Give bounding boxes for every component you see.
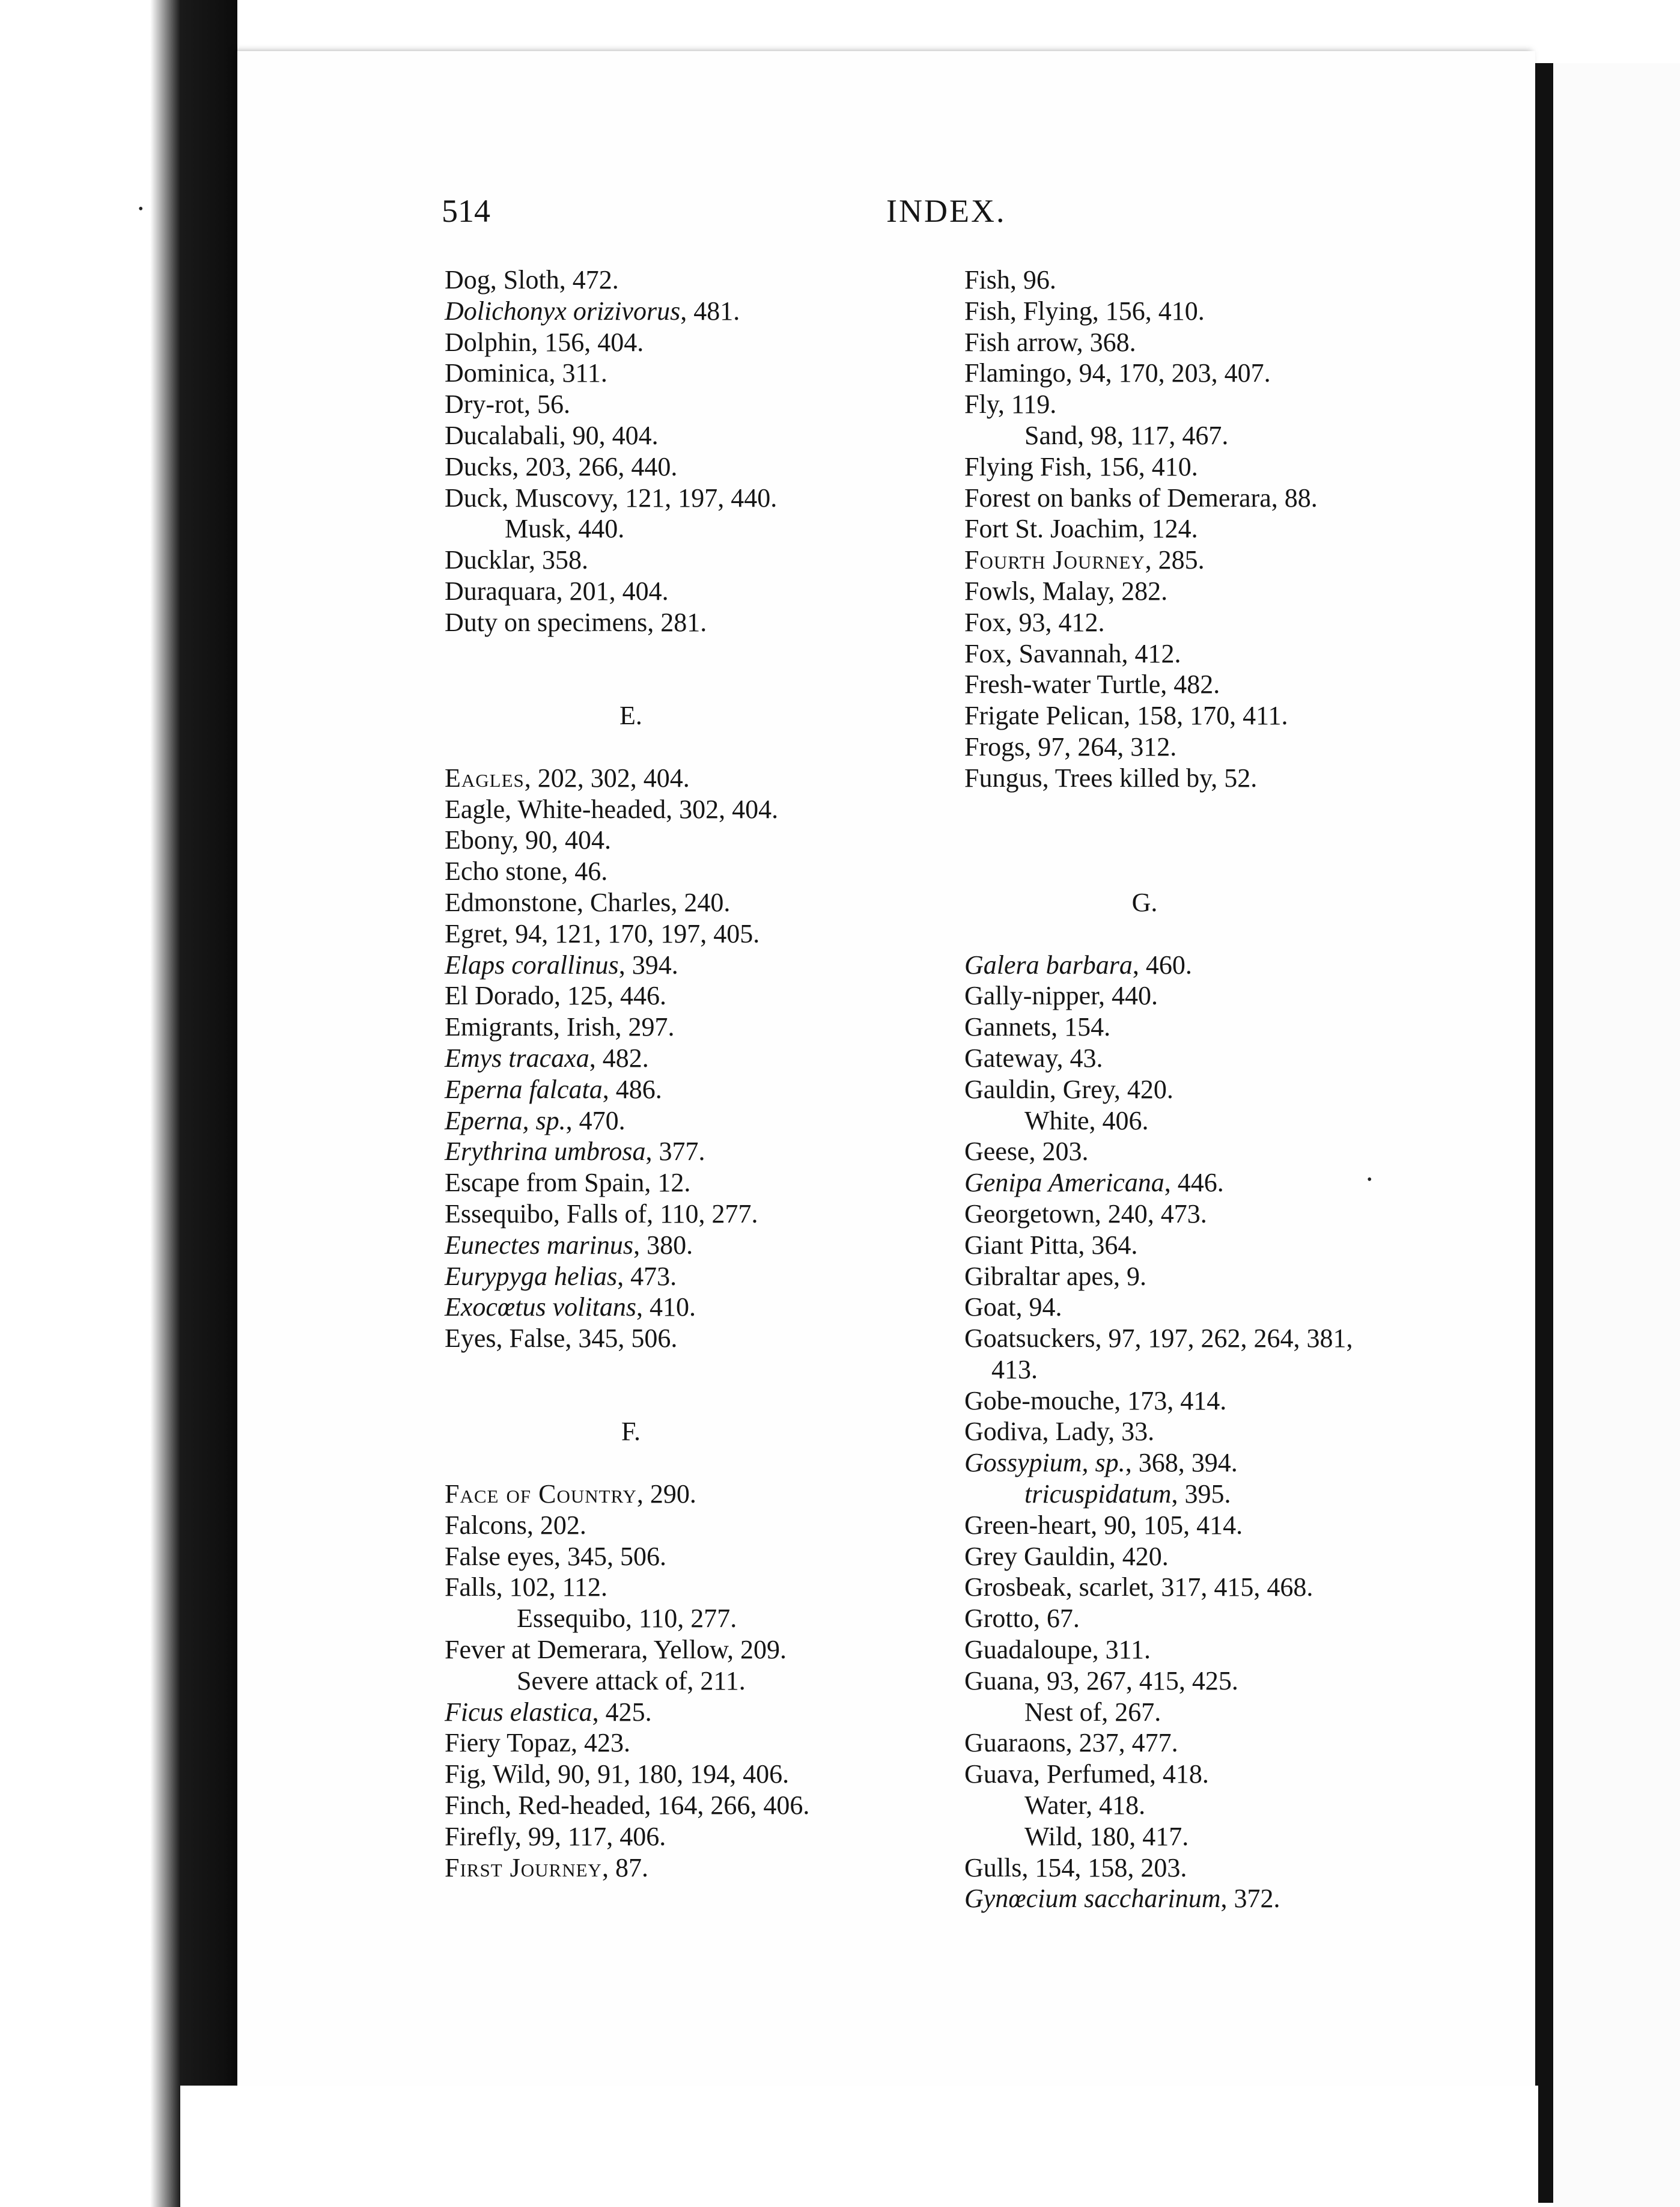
spacer	[445, 1447, 961, 1479]
page-number: 514	[442, 193, 490, 229]
index-subentry	[964, 1479, 1481, 1510]
entry-term-italic: Gynœcium saccharinum	[964, 1884, 1221, 1914]
spacer	[964, 794, 1481, 825]
index-subentry	[964, 1105, 1481, 1137]
entry-term-italic: Eperna falcata	[445, 1074, 603, 1104]
entry-text: Forest on banks of Demerara, 88.	[964, 483, 1318, 513]
entry-text: Guana, 93, 267, 415, 425.	[964, 1665, 1238, 1696]
entry-text: Goatsuckers, 97, 197, 262, 264, 381,	[964, 1323, 1353, 1354]
index-entry	[964, 1572, 1481, 1603]
index-entry	[964, 1292, 1481, 1323]
entry-term-italic: Ficus elastica	[445, 1697, 592, 1727]
section-heading: F.	[621, 1417, 641, 1447]
index-entry	[445, 1043, 961, 1074]
entry-text: Echo stone, 46.	[445, 856, 608, 887]
page-gutter-shadow	[1535, 63, 1553, 2203]
index-entry	[964, 763, 1481, 794]
entry-text: , 481.	[680, 296, 740, 326]
index-entry	[445, 794, 961, 825]
index-entry	[445, 825, 961, 856]
index-entry	[445, 576, 961, 607]
entry-text: Grosbeak, scarlet, 317, 415, 468.	[964, 1572, 1313, 1602]
index-entry	[964, 1012, 1481, 1043]
entry-text: Severe attack of, 211.	[517, 1665, 746, 1696]
index-entry	[445, 1759, 961, 1790]
index-subentry	[445, 1665, 961, 1697]
index-entry	[964, 950, 1481, 981]
index-subentry	[445, 1603, 961, 1634]
entry-term-italic: Gossypium, sp.	[964, 1448, 1125, 1478]
page-title: INDEX.	[886, 193, 1006, 229]
index-entry	[445, 1790, 961, 1821]
entry-text: , 202, 302, 404.	[524, 763, 690, 793]
entry-text: Fox, Savannah, 412.	[964, 638, 1181, 668]
index-entry	[445, 1261, 961, 1292]
index-entry	[445, 1105, 961, 1137]
scanner-background	[0, 0, 237, 2207]
section-heading: G.	[1131, 887, 1158, 917]
spacer	[445, 638, 961, 670]
entry-text: El Dorado, 125, 446.	[445, 981, 667, 1011]
index-entry	[445, 296, 961, 327]
entry-text: Geese, 203.	[964, 1137, 1089, 1167]
entry-text: Ducalabali, 90, 404.	[445, 420, 659, 450]
entry-text: , 395.	[1171, 1479, 1231, 1509]
index-entry	[964, 1198, 1481, 1230]
entry-text: Fig, Wild, 90, 91, 180, 194, 406.	[445, 1759, 790, 1789]
index-subentry	[964, 1354, 1481, 1385]
entry-text: Fowls, Malay, 282.	[964, 576, 1168, 606]
index-entry	[964, 296, 1481, 327]
entry-text: , 372.	[1220, 1884, 1280, 1914]
index-entry	[964, 1416, 1481, 1447]
index-entry	[964, 545, 1481, 576]
entry-text: Fish, 96.	[964, 265, 1056, 295]
index-entry	[445, 1572, 961, 1603]
entry-term-smallcaps: First Journey	[445, 1852, 602, 1882]
index-subentry	[964, 1697, 1481, 1728]
facing-page	[1553, 63, 1680, 2207]
entry-text: 413.	[991, 1354, 1038, 1384]
index-entry	[445, 545, 961, 576]
entry-text: Sand, 98, 117, 467.	[1024, 420, 1229, 450]
index-entry	[445, 327, 961, 358]
entry-text: Grey Gauldin, 420.	[964, 1541, 1169, 1571]
index-entry	[964, 1230, 1481, 1261]
index-entry	[964, 1634, 1481, 1665]
spacer	[964, 918, 1481, 950]
entry-text: , 470.	[565, 1105, 625, 1135]
entry-text: Gally-nipper, 440.	[964, 981, 1158, 1011]
entry-text: , 486.	[602, 1074, 662, 1104]
scanner-margin	[180, 2086, 1538, 2207]
spacer	[445, 731, 961, 763]
entry-text: Duraquara, 201, 404.	[445, 576, 669, 606]
entry-text: Godiva, Lady, 33.	[964, 1417, 1155, 1447]
entry-text: Fly, 119.	[964, 389, 1057, 420]
entry-text: White, 406.	[1024, 1105, 1149, 1135]
entry-text: Wild, 180, 417.	[1024, 1821, 1189, 1851]
entry-text: Frigate Pelican, 158, 170, 411.	[964, 701, 1288, 731]
entry-text: , 394.	[618, 950, 678, 980]
index-entry	[964, 1665, 1481, 1697]
index-entry	[445, 1292, 961, 1323]
index-entry	[964, 451, 1481, 483]
index-entry	[964, 576, 1481, 607]
entry-term-italic: Eunectes marinus	[445, 1230, 634, 1260]
index-entry	[964, 731, 1481, 763]
entry-text: Flying Fish, 156, 410.	[964, 451, 1198, 481]
index-entry	[445, 887, 961, 918]
entry-text: Grotto, 67.	[964, 1604, 1080, 1634]
entry-text: Gulls, 154, 158, 203.	[964, 1852, 1187, 1882]
index-entry	[964, 607, 1481, 638]
entry-text: Dog, Sloth, 472.	[445, 265, 619, 295]
spacer	[964, 856, 1481, 887]
entry-text: Fungus, Trees killed by, 52.	[964, 763, 1258, 793]
entry-text: Dolphin, 156, 404.	[445, 327, 644, 357]
entry-text: Ducks, 203, 266, 440.	[445, 451, 678, 481]
index-entry	[445, 1136, 961, 1167]
index-entry	[445, 451, 961, 483]
index-entry	[964, 1074, 1481, 1105]
index-subentry	[445, 513, 961, 545]
entry-text: Nest of, 267.	[1024, 1697, 1161, 1727]
entry-text: Finch, Red-headed, 164, 266, 406.	[445, 1790, 810, 1821]
index-entry	[445, 1852, 961, 1884]
spacer	[445, 1385, 961, 1417]
entry-text: Fort St. Joachim, 124.	[964, 514, 1198, 544]
entry-text: Eagle, White-headed, 302, 404.	[445, 794, 779, 824]
running-head	[442, 192, 1421, 240]
entry-text: Essequibo, Falls of, 110, 277.	[445, 1198, 758, 1229]
index-entry	[445, 1230, 961, 1261]
entry-text: Fiery Topaz, 423.	[445, 1728, 630, 1758]
index-entry	[964, 1136, 1481, 1167]
entry-text: Giant Pitta, 364.	[964, 1230, 1138, 1260]
index-entry	[445, 1634, 961, 1665]
entry-text: Falls, 102, 112.	[445, 1572, 607, 1602]
index-entry	[445, 1167, 961, 1198]
index-entry	[445, 483, 961, 514]
index-entry	[964, 1167, 1481, 1198]
entry-text: , 380.	[633, 1230, 693, 1260]
index-entry	[964, 358, 1481, 389]
entry-term-italic: Galera barbara	[964, 950, 1133, 980]
index-entry	[445, 1821, 961, 1852]
entry-text: Ebony, 90, 404.	[445, 825, 612, 855]
index-entry	[445, 1323, 961, 1354]
entry-text: Egret, 94, 121, 170, 197, 405.	[445, 918, 760, 948]
index-entry	[964, 264, 1481, 296]
entry-term-smallcaps: Face of Country	[445, 1479, 637, 1509]
scan-speck: •	[138, 201, 144, 217]
entry-text: , 368, 394.	[1125, 1448, 1238, 1478]
entry-text: , 377.	[645, 1137, 705, 1167]
entry-text: Duck, Muscovy, 121, 197, 440.	[445, 483, 778, 513]
entry-text: Eyes, False, 345, 506.	[445, 1323, 678, 1354]
index-entry	[445, 1510, 961, 1541]
entry-text: Fish, Flying, 156, 410.	[964, 296, 1205, 326]
entry-term-italic: Elaps corallinus	[445, 950, 619, 980]
index-entry	[445, 1697, 961, 1728]
index-entry	[964, 483, 1481, 514]
index-entry	[445, 1074, 961, 1105]
entry-text: , 460.	[1132, 950, 1192, 980]
entry-term-italic: Eperna, sp.	[445, 1105, 566, 1135]
entry-text: Dominica, 311.	[445, 358, 607, 388]
entry-text: Fox, 93, 412.	[964, 607, 1105, 637]
entry-text: Fever at Demerara, Yellow, 209.	[445, 1635, 787, 1665]
index-entry	[964, 1447, 1481, 1479]
entry-text: , 473.	[617, 1261, 677, 1291]
entry-text: Firefly, 99, 117, 406.	[445, 1821, 666, 1851]
entry-term-smallcaps: Fourth Journey	[964, 545, 1145, 575]
index-entry	[964, 1541, 1481, 1572]
spacer	[964, 825, 1481, 856]
entry-term-italic: Genipa Americana	[964, 1168, 1164, 1198]
entry-term-smallcaps: Eagles	[445, 763, 525, 793]
index-entry	[964, 1727, 1481, 1759]
entry-term-italic: Erythrina umbrosa	[445, 1137, 646, 1167]
entry-text: , 285.	[1145, 545, 1205, 575]
index-subentry	[964, 1821, 1481, 1852]
entry-text: Essequibo, 110, 277.	[517, 1604, 737, 1634]
entry-term-italic: Dolichonyx orizivorus	[445, 296, 681, 326]
entry-text: Frogs, 97, 264, 312.	[964, 731, 1177, 762]
entry-text: Duty on specimens, 281.	[445, 607, 707, 637]
entry-text: Gauldin, Grey, 420.	[964, 1074, 1173, 1104]
entry-text: Gannets, 154.	[964, 1012, 1111, 1042]
index-entry	[445, 763, 961, 794]
entry-text: Fresh-water Turtle, 482.	[964, 670, 1220, 700]
index-column-left	[445, 264, 961, 1883]
entry-term-italic: tricuspidatum	[1024, 1479, 1172, 1509]
index-entry	[445, 420, 961, 451]
index-entry	[445, 389, 961, 420]
index-entry	[964, 1510, 1481, 1541]
entry-text: Musk, 440.	[505, 514, 625, 544]
index-entry	[445, 980, 961, 1012]
index-entry	[445, 607, 961, 638]
section-heading: E.	[619, 701, 642, 731]
entry-text: , 425.	[592, 1697, 652, 1727]
entry-text: Dry-rot, 56.	[445, 389, 570, 420]
entry-text: Water, 418.	[1024, 1790, 1146, 1821]
index-entry	[445, 856, 961, 887]
entry-text: False eyes, 345, 506.	[445, 1541, 667, 1571]
index-entry	[964, 1603, 1481, 1634]
entry-text: Gibraltar apes, 9.	[964, 1261, 1146, 1291]
index-entry	[445, 264, 961, 296]
index-entry	[964, 980, 1481, 1012]
scan-speck: •	[1367, 1172, 1372, 1188]
spacer	[445, 669, 961, 700]
index-entry	[964, 669, 1481, 700]
entry-text: , 482.	[589, 1043, 649, 1073]
entry-text: Falcons, 202.	[445, 1510, 586, 1540]
entry-text: Georgetown, 240, 473.	[964, 1198, 1207, 1229]
entry-text: Guaraons, 237, 477.	[964, 1728, 1178, 1758]
entry-text: Edmonstone, Charles, 240.	[445, 887, 731, 917]
index-entry	[964, 1043, 1481, 1074]
index-entry	[445, 1541, 961, 1572]
entry-text: , 290.	[636, 1479, 696, 1509]
index-entry	[964, 513, 1481, 545]
index-entry	[964, 1323, 1481, 1354]
entry-text: Green-heart, 90, 105, 414.	[964, 1510, 1243, 1540]
index-entry	[445, 918, 961, 950]
index-entry	[445, 1479, 961, 1510]
index-entry	[964, 1261, 1481, 1292]
entry-text: , 410.	[636, 1292, 696, 1322]
index-entry	[964, 1852, 1481, 1884]
entry-text: Fish arrow, 368.	[964, 327, 1136, 357]
entry-term-italic: Eurypyga helias	[445, 1261, 618, 1291]
index-entry	[964, 700, 1481, 731]
entry-text: Guadaloupe, 311.	[964, 1635, 1151, 1665]
index-entry	[445, 1198, 961, 1230]
spacer	[445, 1354, 961, 1385]
entry-text: , 446.	[1164, 1168, 1224, 1198]
index-entry	[445, 1727, 961, 1759]
entry-text: Gateway, 43.	[964, 1043, 1103, 1073]
index-entry	[964, 389, 1481, 420]
index-entry	[445, 1012, 961, 1043]
index-entry	[964, 1883, 1481, 1914]
entry-text: Emigrants, Irish, 297.	[445, 1012, 675, 1042]
entry-text: , 87.	[601, 1852, 648, 1882]
entry-text: Guava, Perfumed, 418.	[964, 1759, 1209, 1789]
index-entry	[964, 1385, 1481, 1417]
index-subentry	[964, 1790, 1481, 1821]
index-column-right	[964, 264, 1481, 1914]
entry-text: Goat, 94.	[964, 1292, 1062, 1322]
index-entry	[445, 950, 961, 981]
entry-text: Escape from Spain, 12.	[445, 1168, 691, 1198]
index-entry	[964, 638, 1481, 670]
index-subentry	[964, 420, 1481, 451]
index-entry	[964, 327, 1481, 358]
index-entry	[445, 358, 961, 389]
entry-term-italic: Exocœtus volitans	[445, 1292, 636, 1322]
index-entry	[964, 1759, 1481, 1790]
entry-term-italic: Emys tracaxa	[445, 1043, 589, 1073]
entry-text: Flamingo, 94, 170, 203, 407.	[964, 358, 1271, 388]
entry-text: Ducklar, 358.	[445, 545, 588, 575]
entry-text: Gobe-mouche, 173, 414.	[964, 1385, 1227, 1415]
